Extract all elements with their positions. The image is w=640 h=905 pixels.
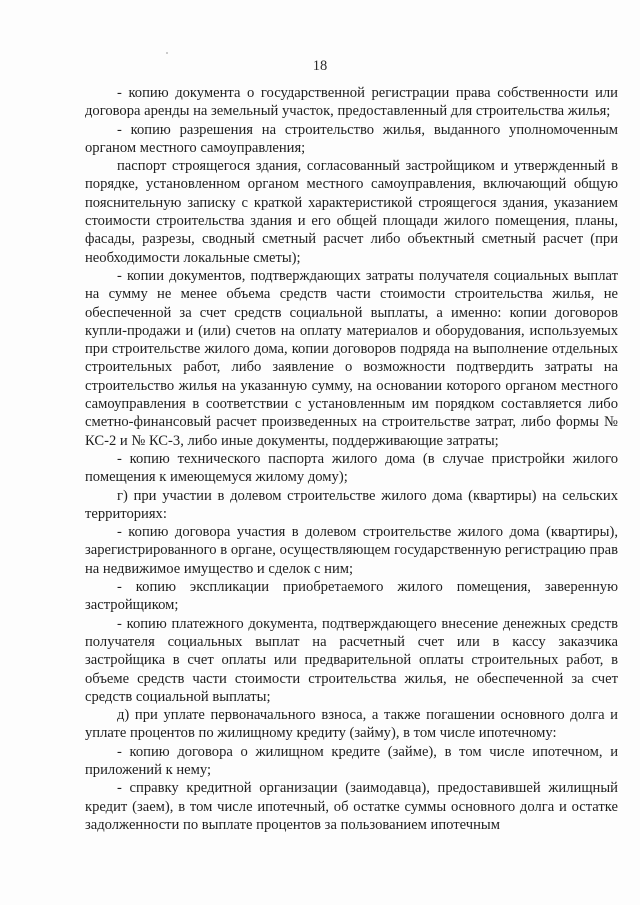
paragraph-shared-construction-heading: г) при участии в долевом строительстве жилого дома (квартиры) на сельских территориях: — [85, 487, 618, 522]
document-body — [85, 84, 618, 834]
paragraph-shared-construction-contract: - копию договора участия в долевом строительстве жилого дома (квартиры), зарегистрированного в органе, осуществляющем государственную регистрацию прав на недвижимое имущество и сделок с ним; — [85, 524, 618, 577]
paragraph-technical-passport: - копию технического паспорта жилого дома (в случае пристройки жилого помещения к имеющемуся жилому дому); — [85, 450, 618, 486]
paragraph-credit-certificate: - справку кредитной организации (заимодавца), предоставившей жилищный кредит (заем), в том числе ипотечный, об остатке суммы основного долга и остатке задолженности по выплате процентов за пользованием ипотечным — [85, 780, 618, 833]
paragraph-land-rights-copy: - копию документа о государственной регистрации права собственности или договора аренды на земельный участок, предоставленный для строительства жилья; — [85, 85, 618, 120]
paragraph-mortgage-heading: д) при уплате первоначального взноса, а также погашении основного долга и уплате процентов по жилищному кредиту (займу), в том числе ипотечному: — [85, 707, 618, 742]
paragraph-explication-copy: - копию экспликации приобретаемого жилого помещения, заверенную застройщиком; — [85, 579, 618, 614]
paragraph-expense-documents: - копии документов, подтверждающих затраты получателя социальных выплат на сумму не менее объема средств части стоимости строительства жилья, не обеспеченной за счет средств социальной выплаты, а именно: копии договоров купли-продажи и (или) счетов на оплату материалов и оборудования, используемых при строительстве жилого дома, копии договоров подряда на выполнение отдельных строительных работ, либо заявление о возможности подтвердить затраты на строительство жилья на указанную сумму, на основании которого органом местного самоуправления в соответствии с установленным им порядком составляется либо сметно-финансовый расчет произведенных на строительстве затрат, либо формы № КС-2 и № КС-3, либо иные документы, поддерживающие затраты; — [85, 267, 618, 449]
page-number: 18 — [312, 58, 328, 74]
scan-speck — [166, 52, 168, 54]
paragraph-building-permit-copy: - копию разрешения на строительство жилья, выданного уполномоченным органом местного самоуправления; — [85, 121, 618, 156]
paragraph-building-passport: паспорт строящегося здания, согласованный застройщиком и утвержденный в порядке, установленном органом местного самоуправления, включающий общую пояснительную записку с краткой характеристикой строящегося здания, указанием стоимости строительства здания и его общей площади жилого помещения, планы, фасады, разрезы, сводный сметный расчет либо объектный сметный расчет (при необходимости локальные сметы); — [85, 158, 618, 266]
paragraph-loan-agreement-copy: - копию договора о жилищном кредите (займе), в том числе ипотечном, и приложений к нему; — [85, 743, 618, 778]
paragraph-payment-document: - копию платежного документа, подтверждающего внесение денежных средств получателя социальных выплат на расчетный счет или в кассу заказчика застройщика в счет оплаты или предварительной оплаты строительных работ, в объеме средств части стоимости строительства жилья, не обеспеченной за счет средств социальной выплаты; — [85, 615, 618, 705]
